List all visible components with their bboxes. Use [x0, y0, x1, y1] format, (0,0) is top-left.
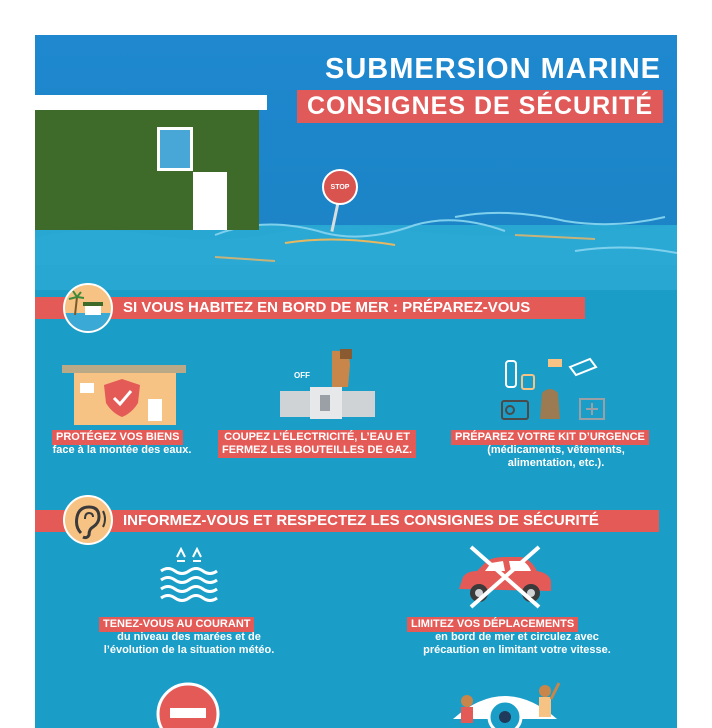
tide-level-icon	[159, 547, 219, 605]
section1-heading: SI VOUS HABITEZ EN BORD DE MER : PRÉPAREZ-VOUS	[123, 299, 531, 316]
limit-travel-title: LIMITEZ VOS DÉPLACEMENTS	[407, 617, 578, 632]
tide-info-text-line1: du niveau des marées et de	[117, 631, 261, 643]
tide-info-text-line2: l’évolution de la situation météo.	[103, 644, 275, 656]
limit-travel-text	[377, 631, 657, 657]
house-door	[193, 172, 227, 230]
shield-house-icon	[62, 365, 186, 425]
off-label: OFF	[294, 371, 310, 380]
cut-utilities-title-line2: FERMEZ LES BOUTEILLES DE GAZ.	[222, 444, 413, 456]
eye-watch-icon	[445, 679, 565, 728]
page-subtitle: CONSIGNES DE SÉCURITÉ	[297, 90, 663, 123]
house-window	[157, 127, 193, 171]
cut-utilities-title-line1: COUPEZ L’ÉLECTRICITÉ, L’EAU ET	[224, 431, 410, 443]
emergency-kit-text-line1: (médicaments, vêtements,	[487, 444, 625, 456]
emergency-kit-text-line2: alimentation, etc.).	[507, 457, 605, 469]
page-title: SUBMERSION MARINE	[324, 53, 661, 85]
crossed-car-icon	[453, 545, 557, 609]
emergency-kit-icon	[500, 357, 615, 425]
cut-utilities-title	[218, 430, 416, 458]
protect-goods-title: PROTÉGEZ VOS BIENS	[52, 430, 183, 445]
limit-travel-text-line1: en bord de mer et circulez avec	[435, 631, 599, 643]
protect-goods-text: face à la montée des eaux.	[52, 444, 192, 456]
emergency-kit-text	[451, 444, 661, 470]
shutoff-valve-icon	[280, 347, 375, 419]
limit-travel-text-line2: précaution en limitant votre vitesse.	[423, 644, 611, 656]
beach-house-icon	[63, 283, 113, 333]
tide-info-text	[69, 631, 309, 657]
tide-info-title: TENEZ-VOUS AU COURANT	[99, 617, 254, 632]
infographic-poster	[35, 35, 677, 728]
stop-sign-icon	[322, 169, 358, 205]
ear-icon	[63, 495, 113, 545]
stop-sign-text: STOP	[330, 183, 350, 191]
emergency-kit-title: PRÉPAREZ VOTRE KIT D’URGENCE	[451, 430, 649, 445]
no-entry-icon	[155, 681, 221, 728]
house-roof	[35, 95, 267, 110]
section2-heading: INFORMEZ-VOUS ET RESPECTEZ LES CONSIGNES DE SÉCURITÉ	[123, 512, 599, 529]
